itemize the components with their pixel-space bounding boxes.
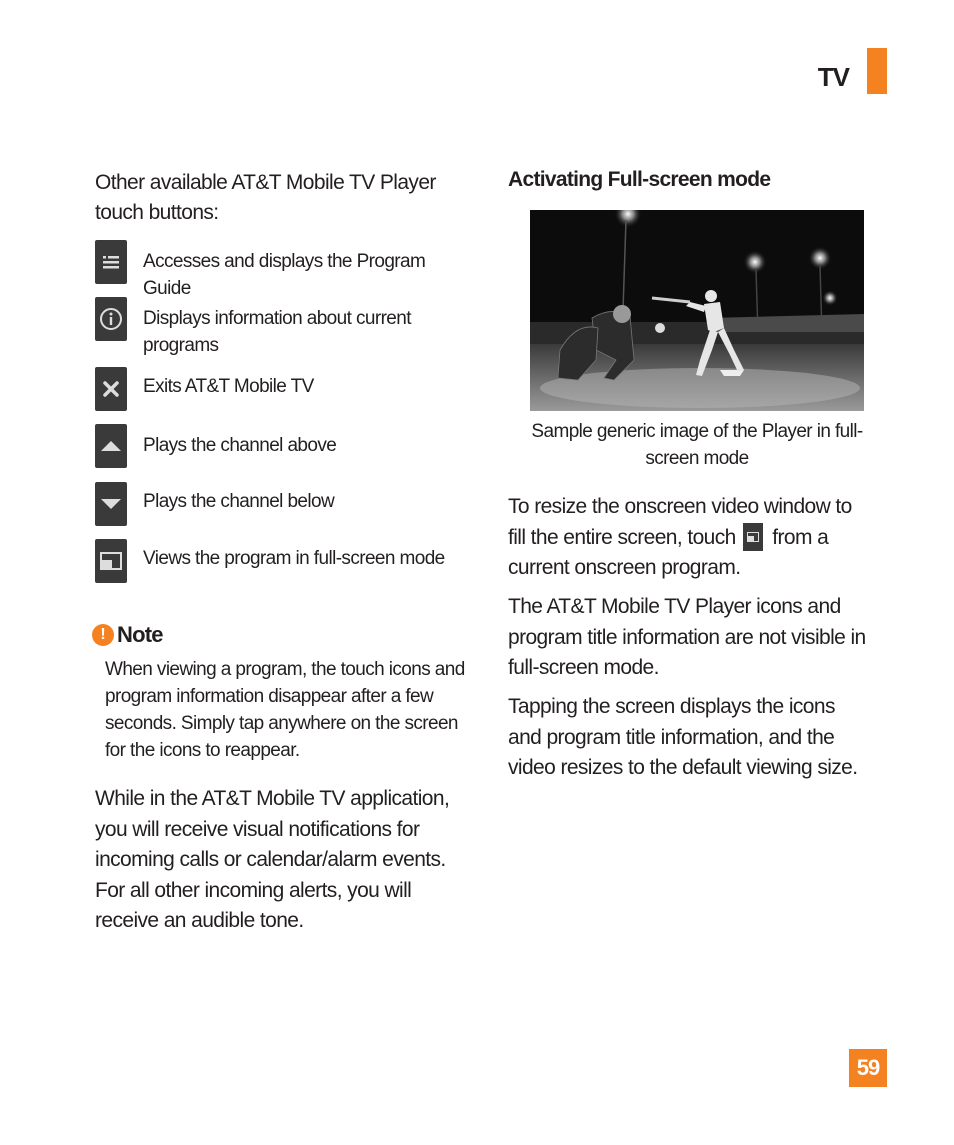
close-icon [95,367,127,411]
notifications-paragraph: While in the AT&T Mobile TV application, you will receive visual notifications for incoming calls or calendar/alarm events. For all other incoming alerts, you will receive an audible tone. [95,787,450,932]
info-icon [95,297,127,341]
intro-paragraph: Other available AT&T Mobile TV Player touch buttons: [95,171,436,224]
fullscreen-icon [743,523,763,551]
button-description: Plays the channel below [143,491,335,512]
note-body: When viewing a program, the touch icons and program information disappear after a few seconds. Simply tap anywhere on the screen for the icons to reappear. [105,659,465,761]
page-number: 59 [849,1049,887,1087]
arrow-down-icon [95,482,127,526]
intro-text [95,168,475,228]
warning-icon: ! [92,624,114,646]
image-caption: Sample generic image of the Player in full-screen mode [531,421,863,469]
button-description: Plays the channel above [143,435,337,456]
program-guide-icon [95,240,127,284]
icons-hidden-paragraph: The AT&T Mobile TV Player icons and program title information are not visible in full-screen mode. [508,595,866,679]
section-title: TV [817,62,849,92]
fullscreen-icon [95,539,127,583]
button-description: Exits AT&T Mobile TV [143,376,314,397]
section-heading: Activating Full-screen mode [508,168,771,191]
sample-player-image [530,210,864,411]
button-description: Accesses and displays the Program Guide [143,251,426,299]
tap-screen-paragraph: Tapping the screen displays the icons and program title information, and the video resizes to the default viewing size. [508,695,858,779]
resize-text-after: from a current onscreen program. [508,525,829,579]
button-description: Views the program in full-screen mode [143,548,445,569]
note-header [92,622,163,648]
button-description: Displays information about current programs [143,308,411,356]
section-tab-marker [867,48,887,94]
note-title: Note [117,622,163,647]
resize-text-before: To resize the onscreen video window to fill the entire screen, touch [508,495,852,549]
arrow-up-icon [95,424,127,468]
resize-paragraph [508,492,873,584]
